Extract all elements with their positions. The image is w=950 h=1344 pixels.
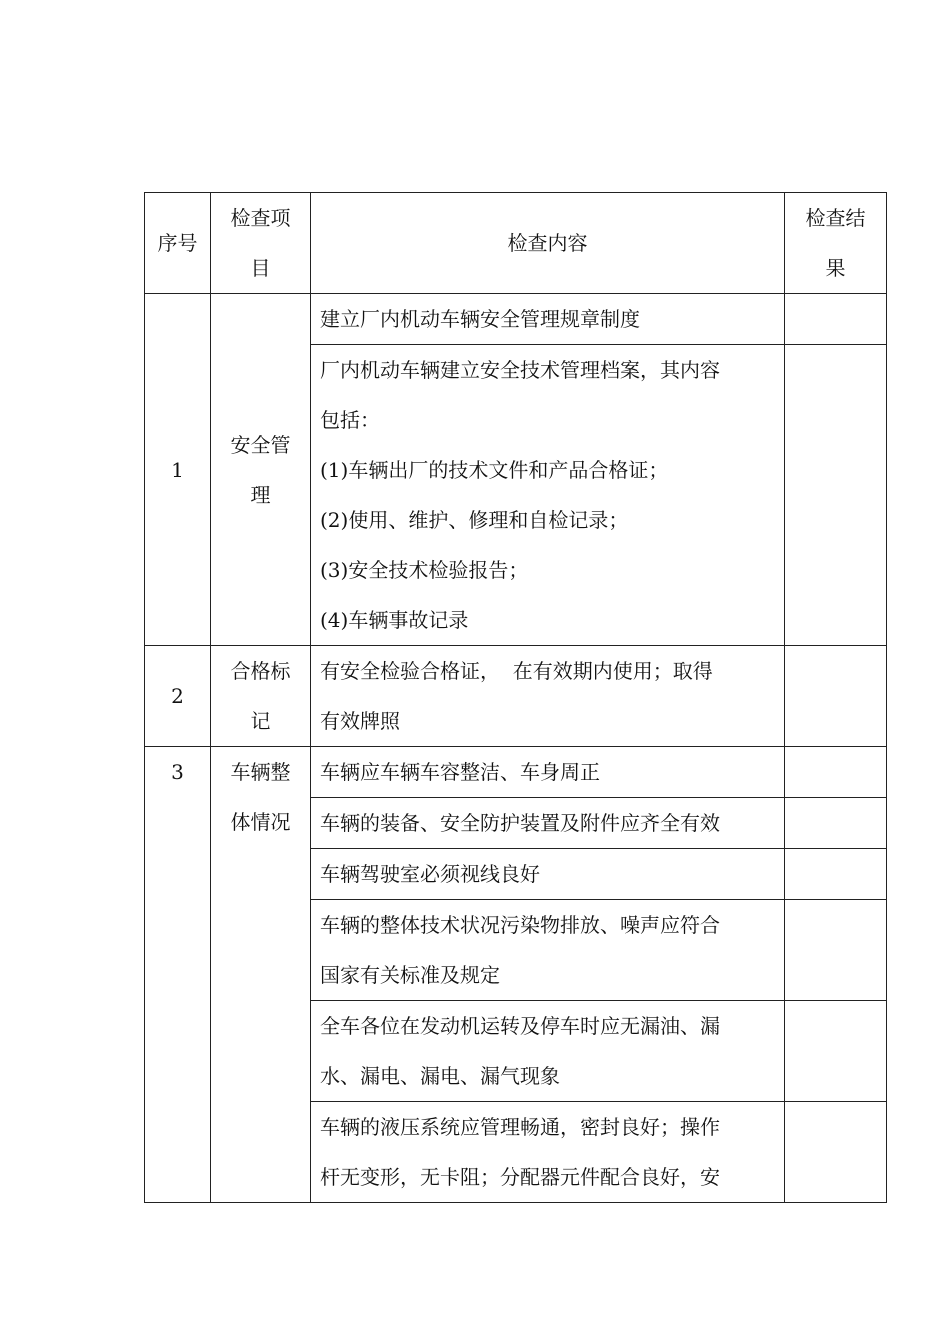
result-cell <box>785 1001 887 1102</box>
content-cell: 厂内机动车辆建立安全技术管理档案，其内容 包括： (1)车辆出厂的技术文件和产品合格证； (2)使用、维护、修理和自检记录； (3)安全技术检验报告； (4)车辆事故记录 <box>311 345 785 646</box>
header-item: 检查项 目 <box>211 193 311 294</box>
seq-cell: 2 <box>145 646 211 747</box>
content-cell: 车辆驾驶室必须视线良好 <box>311 849 785 900</box>
item-cell: 安全管 理 <box>211 294 311 646</box>
inspection-table <box>144 192 887 1203</box>
content-cell: 建立厂内机动车辆安全管理规章制度 <box>311 294 785 345</box>
item-cell: 车辆整 体情况 <box>211 747 311 1203</box>
header-row <box>145 193 887 294</box>
result-cell <box>785 798 887 849</box>
item-cell: 合格标 记 <box>211 646 311 747</box>
seq-cell: 3 <box>145 747 211 1203</box>
result-cell <box>785 1102 887 1203</box>
table-row <box>145 747 887 798</box>
result-cell <box>785 294 887 345</box>
content-cell: 车辆的液压系统应管理畅通，密封良好；操作 杆无变形，无卡阻；分配器元件配合良好，安 <box>311 1102 785 1203</box>
result-cell <box>785 849 887 900</box>
result-cell <box>785 345 887 646</box>
content-cell: 有安全检验合格证， 在有效期内使用；取得 有效牌照 <box>311 646 785 747</box>
content-cell: 车辆应车辆车容整洁、车身周正 <box>311 747 785 798</box>
header-seq: 序号 <box>145 193 211 294</box>
result-cell <box>785 646 887 747</box>
content-cell: 车辆的整体技术状况污染物排放、噪声应符合 国家有关标准及规定 <box>311 900 785 1001</box>
seq-cell: 1 <box>145 294 211 646</box>
content-cell: 全车各位在发动机运转及停车时应无漏油、漏 水、漏电、漏电、漏气现象 <box>311 1001 785 1102</box>
result-cell <box>785 900 887 1001</box>
result-cell <box>785 747 887 798</box>
header-result: 检查结 果 <box>785 193 887 294</box>
table-row <box>145 294 887 345</box>
table-row <box>145 646 887 747</box>
header-content: 检查内容 <box>311 193 785 294</box>
content-cell: 车辆的装备、安全防护装置及附件应齐全有效 <box>311 798 785 849</box>
